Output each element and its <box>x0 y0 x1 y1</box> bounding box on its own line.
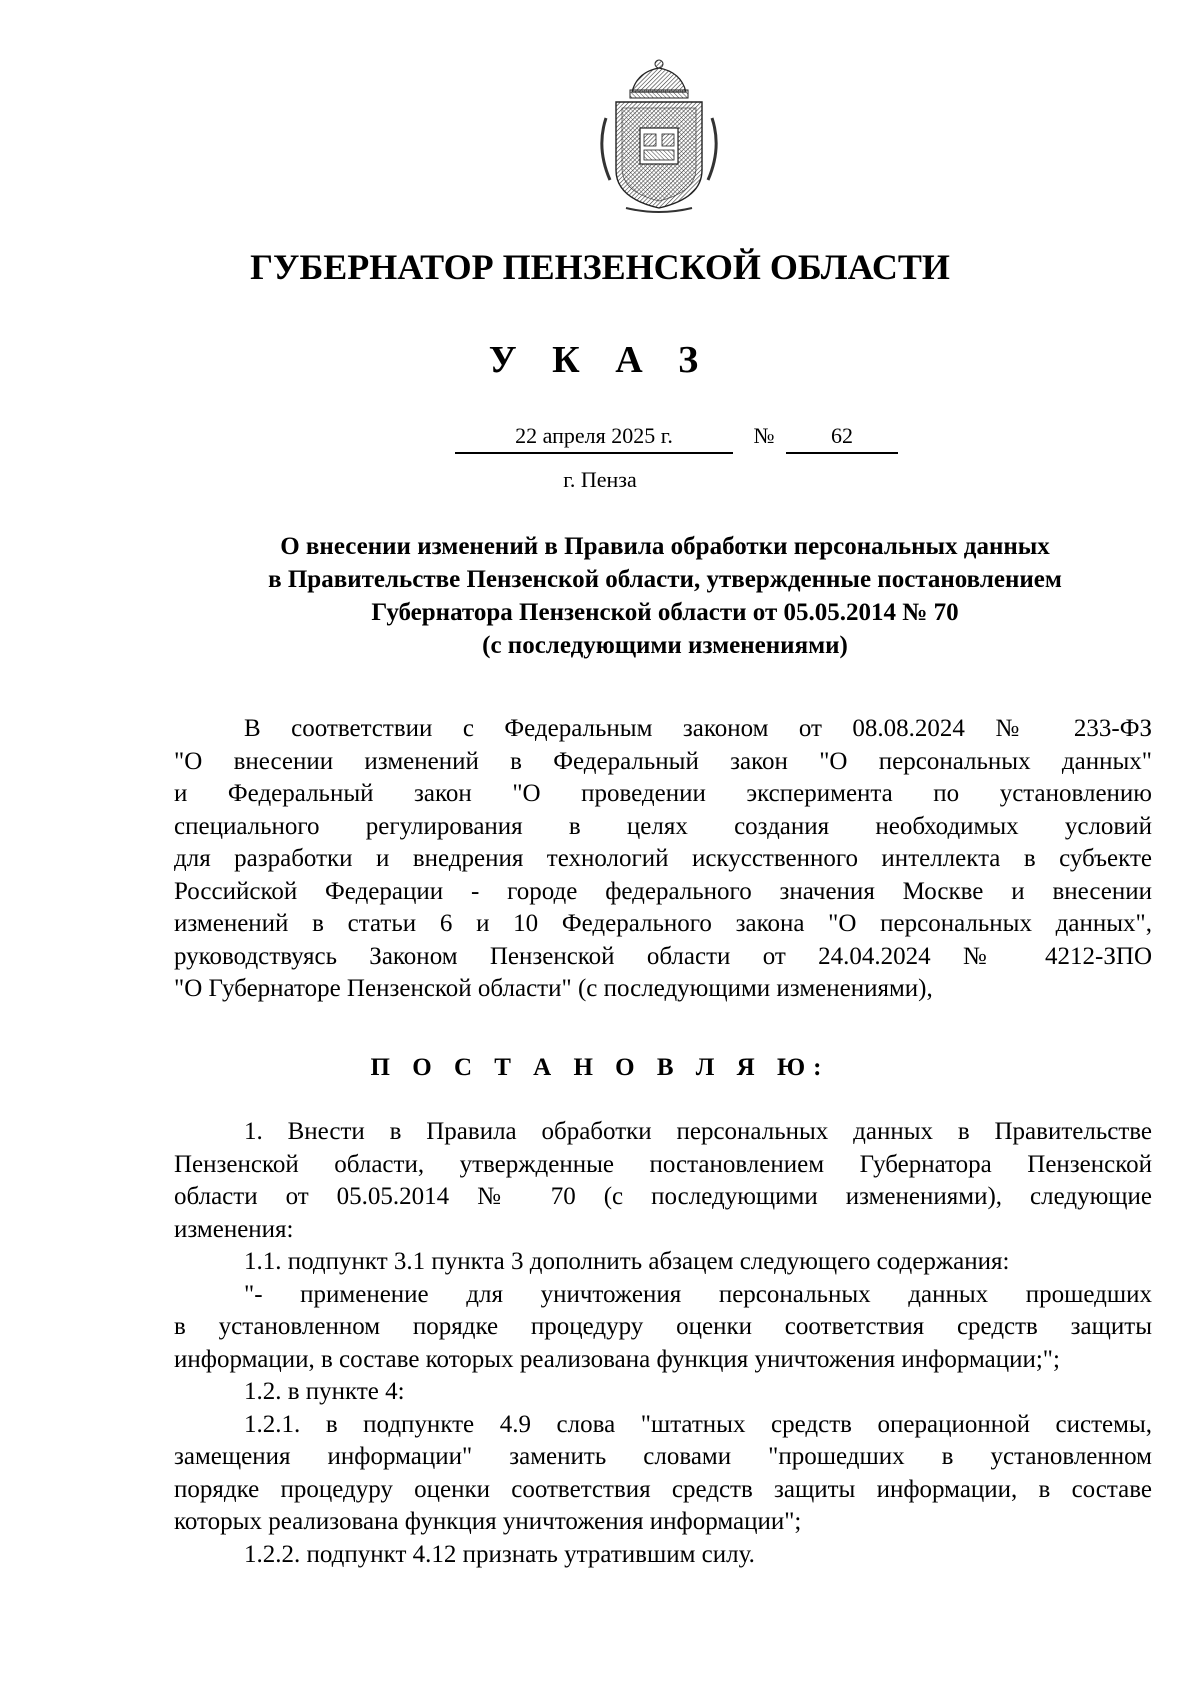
decree-body <box>174 1116 1152 1571</box>
body-line: Пензенской области, утвержденные постановлением Губернатора Пензенской <box>174 1150 1152 1178</box>
body-line: 1.2.1. в подпункте 4.9 слова "штатных средств операционной системы, <box>244 1410 1152 1438</box>
document-title <box>170 530 1160 662</box>
title-line: в Правительстве Пензенской области, утвержденные постановлением <box>268 566 1062 593</box>
document-type: У К А З <box>488 339 712 381</box>
title-line: О внесении изменений в Правила обработки персональных данных <box>280 533 1050 560</box>
preamble-line: для разработки и внедрения технологий искусственного интеллекта в субъекте <box>174 845 1152 872</box>
document-date: 22 апреля 2025 г. <box>455 422 733 454</box>
issuing-authority: ГУБЕРНАТОР ПЕНЗЕНСКОЙ ОБЛАСТИ <box>250 247 950 287</box>
title-line: Губернатора Пензенской области от 05.05.2014 № 70 <box>371 599 959 626</box>
decree-heading: П О С Т А Н О В Л Я Ю: <box>370 1054 830 1081</box>
preamble-line: и Федеральный закон "О проведении эксперимента по установлению <box>174 780 1152 807</box>
preamble-line: изменений в статьи 6 и 10 Федерального закона "О персональных данных", <box>174 910 1152 937</box>
issue-place: г. Пенза <box>563 467 637 492</box>
body-line: "- применение для уничтожения персональных данных прошедших <box>244 1280 1152 1308</box>
coat-of-arms-icon <box>592 58 726 214</box>
number-sign: № <box>753 423 775 448</box>
body-line: 1.2. в пункте 4: <box>244 1378 405 1405</box>
preamble-line: "О внесении изменений в Федеральный закон "О персональных данных" <box>174 747 1152 775</box>
body-line: 1. Внести в Правила обработки персональных данных в Правительстве <box>244 1118 1152 1145</box>
preamble-line: руководствуясь Законом Пензенской области от 24.04.2024 № 4212-ЗПО <box>174 942 1152 970</box>
body-line: замещения информации" заменить словами "прошедших в установленном <box>174 1443 1152 1470</box>
body-line: порядке процедуру оценки соответствия средств защиты информации, в составе <box>174 1475 1152 1503</box>
body-line: которых реализована функция уничтожения информации"; <box>174 1508 802 1535</box>
body-line: информации, в составе которых реализована функция уничтожения информации;"; <box>174 1345 1060 1373</box>
body-line: области от 05.05.2014 № 70 (с последующими изменениями), следующие <box>174 1183 1152 1210</box>
preamble-line: Российской Федерации - городе федерального значения Москве и внесении <box>174 877 1152 905</box>
preamble-line: специального регулирования в целях создания необходимых условий <box>174 812 1152 840</box>
preamble-line: В соответствии с Федеральным законом от 08.08.2024 № 233-ФЗ <box>244 715 1152 742</box>
document-number: 62 <box>786 422 898 454</box>
body-line: изменения: <box>174 1215 294 1243</box>
title-line: (с последующими изменениями) <box>482 632 848 659</box>
body-line: в установленном порядке процедуру оценки соответствия средств защиты <box>174 1313 1152 1340</box>
preamble-line: "О Губернаторе Пензенской области" (с последующими изменениями), <box>174 975 933 1002</box>
body-line: 1.1. подпункт 3.1 пункта 3 дополнить абзацем следующего содержания: <box>244 1248 1010 1275</box>
preamble-paragraph <box>174 713 1152 1006</box>
body-line: 1.2.2. подпункт 4.12 признать утратившим силу. <box>244 1540 755 1568</box>
